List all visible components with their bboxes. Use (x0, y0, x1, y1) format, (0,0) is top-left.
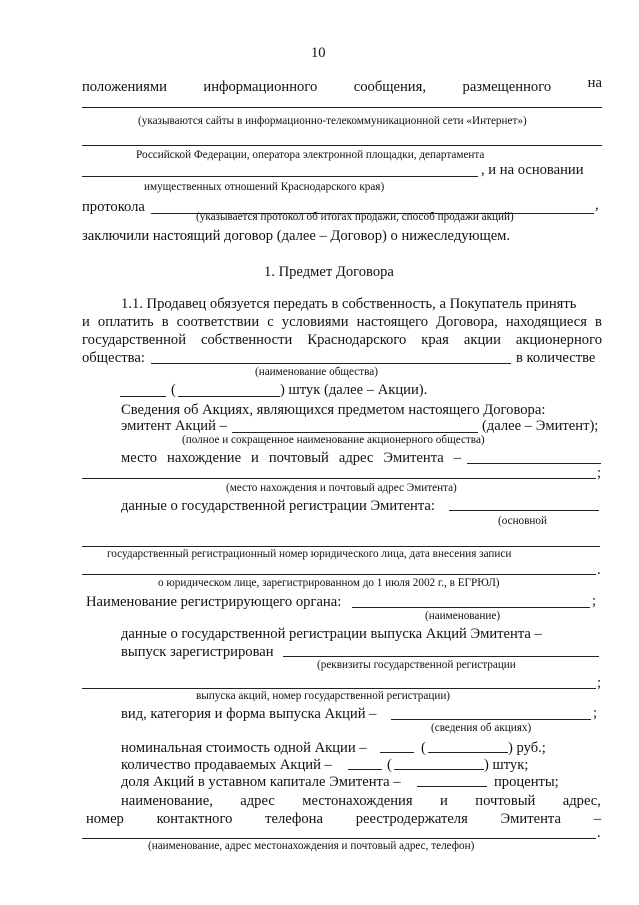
blank-line (428, 752, 508, 753)
word: – (593, 811, 601, 827)
reg-body-label: Наименование регистрирующего органа: (86, 594, 342, 610)
qty-suffix: ) штук; (484, 757, 529, 773)
word: Краснодарского (307, 332, 407, 348)
note-name: (наименование) (425, 610, 501, 622)
word: с (267, 314, 274, 330)
blank-line (417, 786, 487, 787)
note-dept: имущественных отношений Краснодарского края) (144, 181, 385, 193)
semicolon: ; (597, 675, 602, 691)
word: на (587, 75, 602, 91)
shares-text: ) штук (далее – Акции). (280, 382, 428, 398)
word: и (440, 793, 448, 809)
word: и (82, 314, 90, 330)
paragraph-line (82, 315, 602, 330)
blank-line (467, 463, 601, 464)
protocol-label: протокола (82, 199, 145, 215)
note-sites: (указываются сайты в информационно-телекоммуникационной сети «Интернет») (138, 115, 527, 127)
concluded-text: заключили настоящий договор (далее – Договор) о нижеследующем. (82, 228, 511, 244)
issuer-suffix: (далее – Эмитент); (482, 418, 599, 434)
state-reg-label: данные о государственной регистрации Эмитента: (121, 498, 435, 514)
note-protocol: (указывается протокол об итогах продажи, способ продажи акций) (196, 211, 514, 223)
word: размещенного (462, 79, 552, 95)
word: номер (86, 811, 124, 827)
word: края (421, 332, 449, 348)
blank-line (82, 546, 600, 547)
blank-line (380, 752, 414, 753)
shares-info: Сведения об Акциях, являющихся предметом настоящего Договора: (121, 402, 546, 418)
word: адрес (338, 450, 374, 466)
blank-line (283, 656, 599, 657)
word: и (251, 450, 259, 466)
note-requisites: (реквизиты государственной регистрации (317, 659, 516, 671)
quantity-label: в количестве (516, 350, 596, 366)
paren-open: ( (387, 757, 392, 773)
page-number: 10 (311, 45, 326, 61)
word: собственности (201, 332, 293, 348)
blank-line (82, 574, 596, 575)
note-location: (место нахождения и почтовый адрес Эмитента) (226, 482, 457, 494)
company-label: общества: (82, 350, 145, 366)
word: почтовый (268, 450, 329, 466)
note-issuer: (полное и сокращенное наименование акционерного общества) (182, 434, 485, 446)
paren-open: ( (421, 740, 426, 756)
word: место (121, 450, 158, 466)
blank-line (82, 838, 596, 839)
paren-open: ( (171, 382, 176, 398)
nominal-label: номинальная стоимость одной Акции – (121, 740, 367, 756)
share-label: доля Акций в уставном капитале Эмитента – (121, 774, 401, 790)
note-issue-num: выпуска акций, номер государственной регистрации) (196, 690, 451, 702)
semicolon: ; (593, 705, 598, 721)
protocol-end: , (595, 197, 599, 213)
kind-label: вид, категория и форма выпуска Акций – (121, 706, 377, 722)
dot: . (597, 825, 601, 841)
blank-line (82, 145, 602, 146)
registrar-phone-line (86, 812, 601, 827)
word: нахождение (167, 450, 242, 466)
blank-line (151, 363, 511, 364)
word: условиями (281, 314, 349, 330)
blank-line (394, 769, 484, 770)
basis-text: , и на основании (481, 162, 584, 178)
semicolon: ; (592, 593, 597, 609)
blank-line (232, 432, 478, 433)
word: местонахождения (302, 793, 413, 809)
note-company: (наименование общества) (255, 366, 378, 378)
word: Эмитента (500, 811, 561, 827)
note-main: (основной (498, 515, 547, 527)
blank-line (82, 107, 602, 108)
word: наименование, (121, 793, 213, 809)
share-suffix: проценты; (494, 774, 559, 790)
word: адрес, (562, 793, 601, 809)
dot: . (597, 562, 601, 578)
word: контактного (156, 811, 233, 827)
word: соответствии (176, 314, 260, 330)
word: настоящего (356, 314, 428, 330)
blank-line (391, 719, 591, 720)
blank-line (178, 396, 280, 397)
location-line (121, 451, 461, 466)
registrar-line (121, 794, 601, 809)
note-shares: (сведения об акциях) (431, 722, 532, 734)
word: адрес (240, 793, 275, 809)
line-info-message (82, 75, 602, 95)
paragraph-line: 1.1. Продавец обязуется передать в собственность, а Покупатель принять (121, 296, 577, 312)
word: – (453, 450, 461, 466)
word: положениями (82, 79, 167, 95)
issuer-label: эмитент Акций – (121, 418, 227, 434)
nominal-suffix: ) руб.; (508, 740, 546, 756)
note-ogrn: государственный регистрационный номер юридического лица, дата внесения записи (107, 548, 512, 560)
word: оплатить (97, 314, 154, 330)
word: в (595, 314, 602, 330)
note-rf: Российской Федерации, оператора электронной площадки, департамента (136, 149, 485, 161)
note-final: (наименование, адрес местонахождения и почтовый адрес, телефон) (148, 840, 475, 852)
note-egrul: о юридическом лице, зарегистрированном до 1 июля 2002 г., в ЕГРЮЛ) (158, 577, 500, 589)
blank-line (348, 769, 382, 770)
word: сообщения, (353, 79, 426, 95)
word: акционерного (515, 332, 602, 348)
blank-line (352, 607, 590, 608)
blank-line (82, 478, 596, 479)
blank-line (120, 396, 166, 397)
word: находящиеся (505, 314, 587, 330)
word: Договора, (436, 314, 498, 330)
word: в (161, 314, 169, 330)
semicolon: ; (597, 465, 602, 481)
word: телефона (265, 811, 323, 827)
paragraph-line (82, 333, 602, 348)
word: почтовый (475, 793, 536, 809)
blank-line (449, 510, 599, 511)
word: акции (463, 332, 501, 348)
section-title: 1. Предмет Договора (264, 264, 394, 280)
word: реестродержателя (355, 811, 468, 827)
word: государственной (82, 332, 187, 348)
blank-line (82, 176, 478, 177)
qty-label: количество продаваемых Акций – (121, 757, 332, 773)
word: информационного (203, 79, 318, 95)
word: Эмитента (383, 450, 444, 466)
issue-reg-label: данные о государственной регистрации выпуска Акций Эмитента – (121, 626, 542, 642)
issue-registered-label: выпуск зарегистрирован (121, 644, 274, 660)
blank-line (82, 688, 596, 689)
